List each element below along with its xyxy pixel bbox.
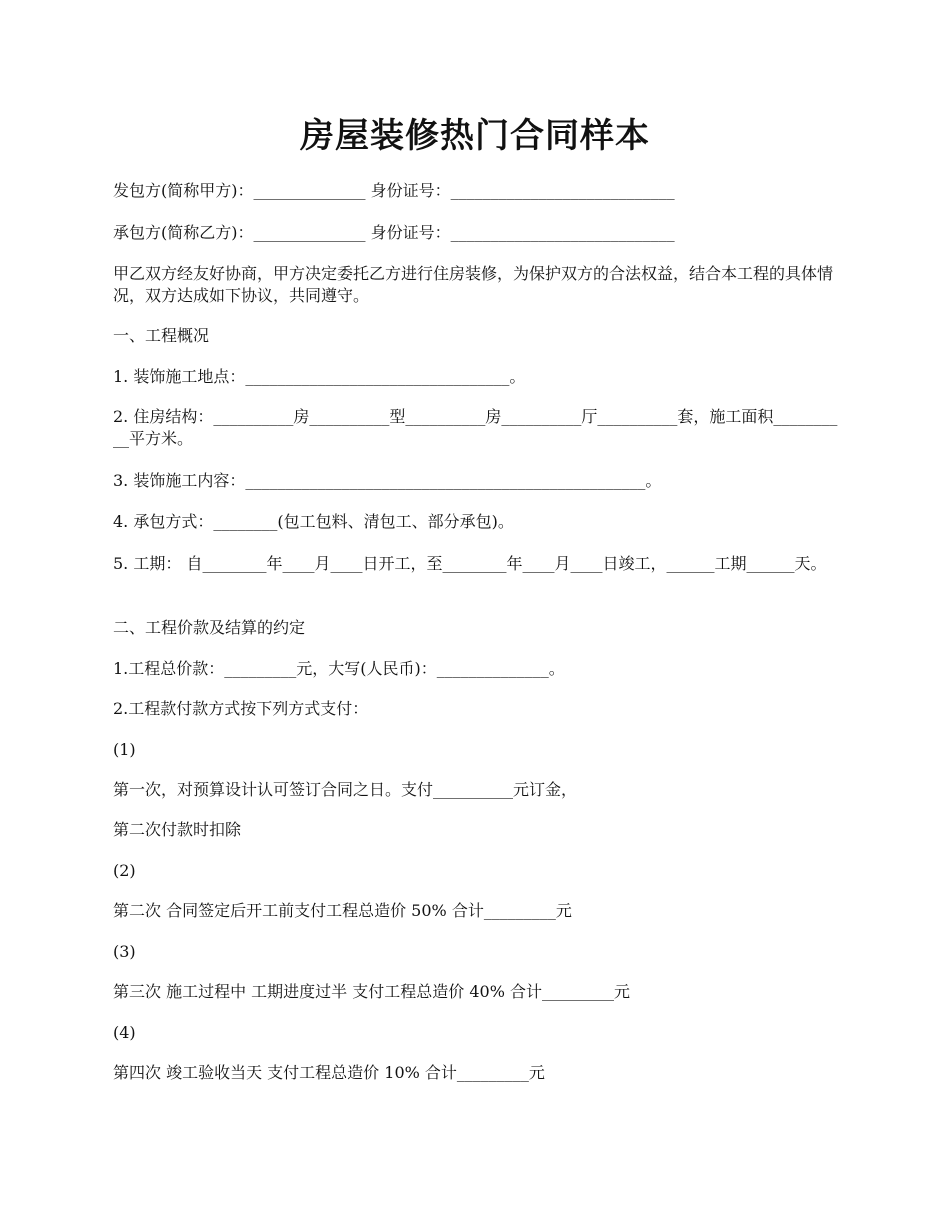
payment-fourth: 第四次 竣工验收当天 支付工程总造价 10% 合计_________元 <box>113 1063 545 1082</box>
party-a-line: 发包方(简称甲方)：______________ 身份证号：____________________________ <box>113 181 675 200</box>
intro-paragraph: 甲乙双方经友好协商，甲方决定委托乙方进行住房装修，为保护双方的合法权益，结合本工程的具体情况，双方达成如下协议，共同遵守。 <box>113 264 834 305</box>
clause-structure: 2. 住房结构：__________房__________型__________房__________厅__________套，施工面积__________平方米。 <box>113 407 838 448</box>
list-marker-3: (3) <box>113 942 136 961</box>
payment-first: 第一次，对预算设计认可签订合同之日。支付__________元订金， <box>113 780 578 799</box>
list-marker-2: (2) <box>113 861 136 880</box>
clause-total-price: 1.工程总价款：_________元，大写(人民币)：______________。 <box>113 659 565 678</box>
list-marker-1: (1) <box>113 740 136 759</box>
clause-location: 1. 装饰施工地点：_________________________________。 <box>113 367 526 386</box>
document-title: 房屋装修热门合同样本 <box>300 116 650 156</box>
clause-content: 3. 装饰施工内容：__________________________________________________。 <box>113 471 662 490</box>
clause-contract-type: 4. 承包方式：________(包工包料、清包工、部分承包)。 <box>113 512 514 531</box>
section-heading-overview: 一、工程概况 <box>113 326 210 345</box>
list-marker-4: (4) <box>113 1023 136 1042</box>
payment-second: 第二次 合同签定后开工前支付工程总造价 50% 合计_________元 <box>113 901 572 920</box>
payment-third: 第三次 施工过程中 工期进度过半 支付工程总造价 40% 合计_________元 <box>113 982 630 1001</box>
section-heading-payment: 二、工程价款及结算的约定 <box>113 618 306 637</box>
clause-duration: 5. 工期： 自________年____月____日开工，至________年____月____日竣工，______工期______天。 <box>113 554 827 573</box>
clause-payment-method: 2.工程款付款方式按下列方式支付： <box>113 699 369 718</box>
party-b-line: 承包方(简称乙方)：______________ 身份证号：____________________________ <box>113 223 675 242</box>
payment-first-note: 第二次付款时扣除 <box>113 820 242 839</box>
